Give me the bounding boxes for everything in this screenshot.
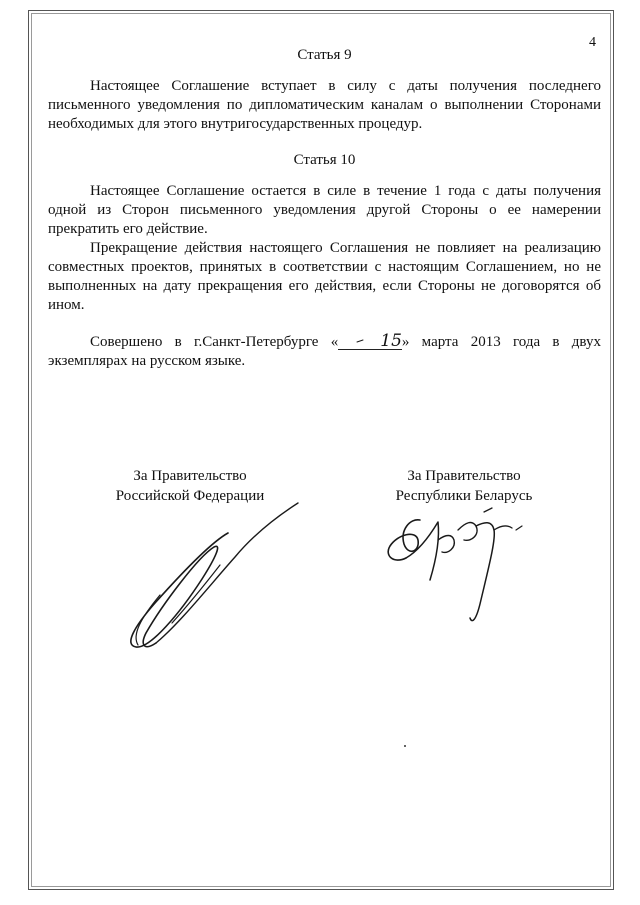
signature-belarus (380, 500, 540, 630)
signature-russia (110, 495, 310, 665)
article-10-paragraph-2: Прекращение действия настоящего Соглашения не повлияет на реализацию совместных проектов, принятых в соответствии с настоящим Соглашением, но не выполненных на дату прекращения его действия, если Стороны не договорятся об ином. (48, 240, 601, 313)
closing-prefix: Совершено в г.Санкт-Петербурге « (90, 334, 339, 350)
document-body (48, 46, 601, 371)
signatory-belarus-line1: За Правительство (407, 468, 521, 484)
article-9-title: Статья 9 (297, 47, 352, 63)
signatory-belarus-line2: Республики Беларусь (395, 488, 533, 504)
signatory-russia-line1: За Правительство (133, 468, 247, 484)
date-day-handwritten: 15 (338, 334, 402, 350)
scan-speck (404, 745, 406, 747)
signatory-russia-line2: Российской Федерации (115, 488, 265, 504)
page-number: 4 (589, 35, 596, 50)
article-10-title: Статья 10 (293, 152, 356, 168)
article-10-paragraph-1: Настоящее Соглашение остается в силе в течение 1 года с даты получения одной из Сторон письменного уведомления другой Стороны о ее намерении прекратить его действие. (48, 183, 601, 237)
date-flourish (355, 338, 395, 362)
article-9-paragraph: Настоящее Соглашение вступает в силу с даты получения последнего письменного уведомления по дипломатическим каналам о выполнении Сторонами необходимых для этого внутригосударственных процедур. (48, 78, 601, 132)
closing-statement (48, 333, 601, 371)
closing-suffix: » марта 2013 года в двух экземплярах на русском языке. (48, 334, 601, 369)
